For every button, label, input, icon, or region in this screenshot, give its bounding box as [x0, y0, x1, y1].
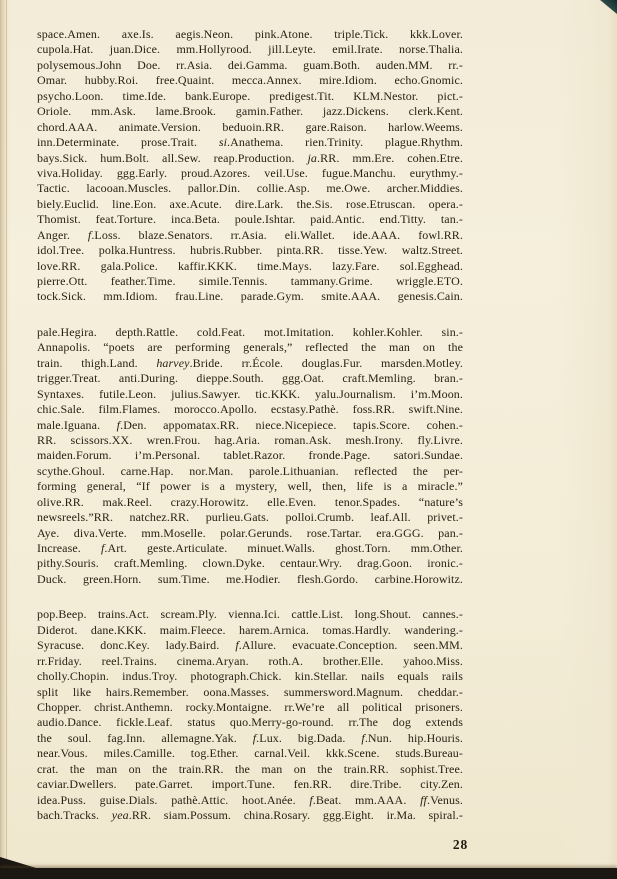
text-line: inn.Determinate. prose.Trait. si.Anathema. rien.Trinity. plague.Rhythm.	[37, 135, 463, 150]
text-line: pierre.Ott. feather.Time. simile.Tennis. tammany.Grime. wriggle.ETO.	[37, 274, 463, 288]
text-line: chord.AAA. animate.Version. beduoin.RR. gare.Raison. harlow.Weems.	[37, 119, 463, 134]
page-left-edge	[6, 0, 7, 879]
text-line: Syntaxes. futile.Leon. julius.Sawyer. tic.KKK. yalu.Journalism. i’m.Moon.	[37, 386, 463, 401]
text-line: caviar.Dwellers. pate.Garret. import.Tune. fen.RR. dire.Tribe. city.Zen.	[37, 777, 463, 792]
text-line: chic.Sale. film.Flames. morocco.Apollo. ecstasy.Pathè. foss.RR. swift.Nine.	[37, 402, 463, 417]
text-line: Anger. f.Loss. blaze.Senators. rr.Asia. eli.Wallet. ide.AAA. fowl.RR.	[37, 227, 463, 242]
text-line: maiden.Forum. i’m.Personal. tablet.Razor. fronde.Page. satori.Sundae.	[37, 448, 463, 463]
text-line: forming general, “If power is a mystery, well, then, life is a miracle.”	[37, 479, 463, 494]
text-line: Syracuse. donc.Key. lady.Baird. f.Allure. evacuate.Conception. seen.MM.	[37, 638, 463, 653]
paragraph-1	[37, 27, 463, 305]
text-line: biely.Euclid. line.Eon. axe.Acute. dire.Lark. the.Sis. rose.Etruscan. opera.-	[37, 196, 463, 211]
text-line: tock.Sick. mm.Idiom. frau.Line. parade.Gym. smite.AAA. genesis.Cain.	[37, 289, 463, 304]
text-line: Duck. green.Horn. sum.Time. me.Hodier. flesh.Gordo. carbine.Horowitz.	[37, 571, 463, 586]
text-line: space.Amen. axe.Is. aegis.Neon. pink.Atone. triple.Tick. kkk.Lover.	[37, 27, 463, 41]
text-line: idea.Puss. guise.Dials. pathè.Attic. hoot.Anée. f.Beat. mm.AAA. ff.Venus.	[37, 792, 463, 807]
text-line: the soul. fag.Inn. allemagne.Yak. f.Lux. big.Dada. f.Nun. hip.Houris.	[37, 730, 463, 745]
text-line: idol.Tree. polka.Huntress. hubris.Rubber. pinta.RR. tisse.Yew. waltz.Street.	[37, 243, 463, 258]
text-line: Aye. diva.Verte. mm.Moselle. polar.Gerunds. rose.Tartar. era.GGG. pan.-	[37, 525, 463, 540]
text-line: pale.Hegira. depth.Rattle. cold.Feat. mot.Imitation. kohler.Kohler. sin.-	[37, 324, 463, 339]
text-line: split like hairs.Remember. oona.Masses. summersword.Magnum. cheddar.-	[37, 684, 463, 699]
page-number: 28	[452, 837, 468, 852]
text-line: pop.Beep. trains.Act. scream.Ply. vienna.Ici. cattle.List. long.Shout. cannes.-	[37, 607, 463, 622]
paragraph-2	[37, 325, 463, 587]
text-line: scythe.Ghoul. carne.Hap. nor.Man. parole.Lithuanian. reflected the per-	[37, 463, 463, 478]
text-line: near.Vous. miles.Camille. tog.Ether. carnal.Veil. kkk.Scene. studs.Bureau-	[37, 746, 463, 761]
text-line: pithy.Souris. craft.Memling. clown.Dyke. centaur.Wry. drag.Goon. ironic.-	[37, 556, 463, 571]
text-line: psycho.Loon. time.Ide. bank.Europe. predigest.Tit. KLM.Nestor. pict.-	[37, 88, 463, 103]
page-bottom-edge	[0, 868, 617, 879]
text-block	[37, 27, 463, 823]
text-line: Omar. hubby.Roi. free.Quaint. mecca.Annex. mire.Idiom. echo.Gnomic.	[37, 73, 463, 88]
text-line: RR. scissors.XX. wren.Frou. hag.Aria. roman.Ask. mesh.Irony. fly.Livre.	[37, 432, 463, 447]
text-line: Diderot. dane.KKK. maim.Fleece. harem.Arnica. tomas.Hardly. wandering.-	[37, 622, 463, 637]
text-line: Increase. f.Art. geste.Articulate. minuet.Walls. ghost.Torn. mm.Other.	[37, 541, 463, 555]
text-line: cholly.Chopin. indus.Troy. photograph.Chick. kin.Stellar. nails equals rails	[37, 669, 463, 684]
text-line: train. thigh.Land. harvey.Bride. rr.École. douglas.Fur. marsden.Motley.	[37, 355, 463, 370]
text-line: trigger.Treat. anti.During. dieppe.South. ggg.Oat. craft.Memling. bran.-	[37, 371, 463, 386]
text-line: Thomist. feat.Torture. inca.Beta. poule.Ishtar. paid.Antic. end.Titty. tan.-	[37, 212, 463, 227]
text-line: love.RR. gala.Police. kaffir.KKK. time.Mays. lazy.Fare. sol.Egghead.	[37, 258, 463, 273]
text-line: crat. the man on the train.RR. the man on the train.RR. sophist.Tree.	[37, 761, 463, 776]
text-line: bays.Sick. hum.Bolt. all.Sew. reap.Production. ja.RR. mm.Ere. cohen.Etre.	[37, 150, 463, 165]
text-line: polysemous.John Doe. rr.Asia. dei.Gamma. guam.Both. auden.MM. rr.-	[37, 57, 463, 72]
text-line: newsreels.”RR. natchez.RR. purlieu.Gats. polloi.Crumb. leaf.All. privet.-	[37, 510, 463, 525]
text-line: olive.RR. mak.Reel. crazy.Horowitz. elle.Even. tenor.Spades. “nature’s	[37, 494, 463, 509]
text-line: rr.Friday. reel.Trains. cinema.Aryan. roth.A. brother.Elle. yahoo.Miss.	[37, 653, 463, 668]
text-line: Chopper. christ.Anthemn. rocky.Montaigne. rr.We’re all political prisoners.	[37, 699, 463, 714]
text-line: bach.Tracks. yea.RR. siam.Possum. china.Rosary. ggg.Eight. ir.Ma. spiral.-	[37, 808, 463, 822]
text-line: male.Iguana. f.Den. appomatax.RR. niece.Nicepiece. tapis.Score. cohen.-	[37, 417, 463, 432]
text-line: Tactic. lacooan.Muscles. pallor.Din. collie.Asp. me.Owe. archer.Middies.	[37, 181, 463, 196]
text-line: Oriole. mm.Ask. lame.Brook. gamin.Father. jazz.Dickens. clerk.Kent.	[37, 104, 463, 119]
text-line: Annapolis. “poets are performing generals,” reflected the man on the	[37, 340, 463, 355]
text-line: audio.Dance. fickle.Leaf. status quo.Merry-go-round. rr.The dog extends	[37, 715, 463, 730]
text-line: viva.Holiday. ggg.Early. proud.Azores. veil.Use. fugue.Manchu. eurythmy.-	[37, 165, 463, 180]
text-line: cupola.Hat. juan.Dice. mm.Hollyrood. jill.Leyte. emil.Irate. norse.Thalia.	[37, 42, 463, 57]
paragraph-3	[37, 607, 463, 823]
photo-corner-dark	[597, 0, 617, 14]
